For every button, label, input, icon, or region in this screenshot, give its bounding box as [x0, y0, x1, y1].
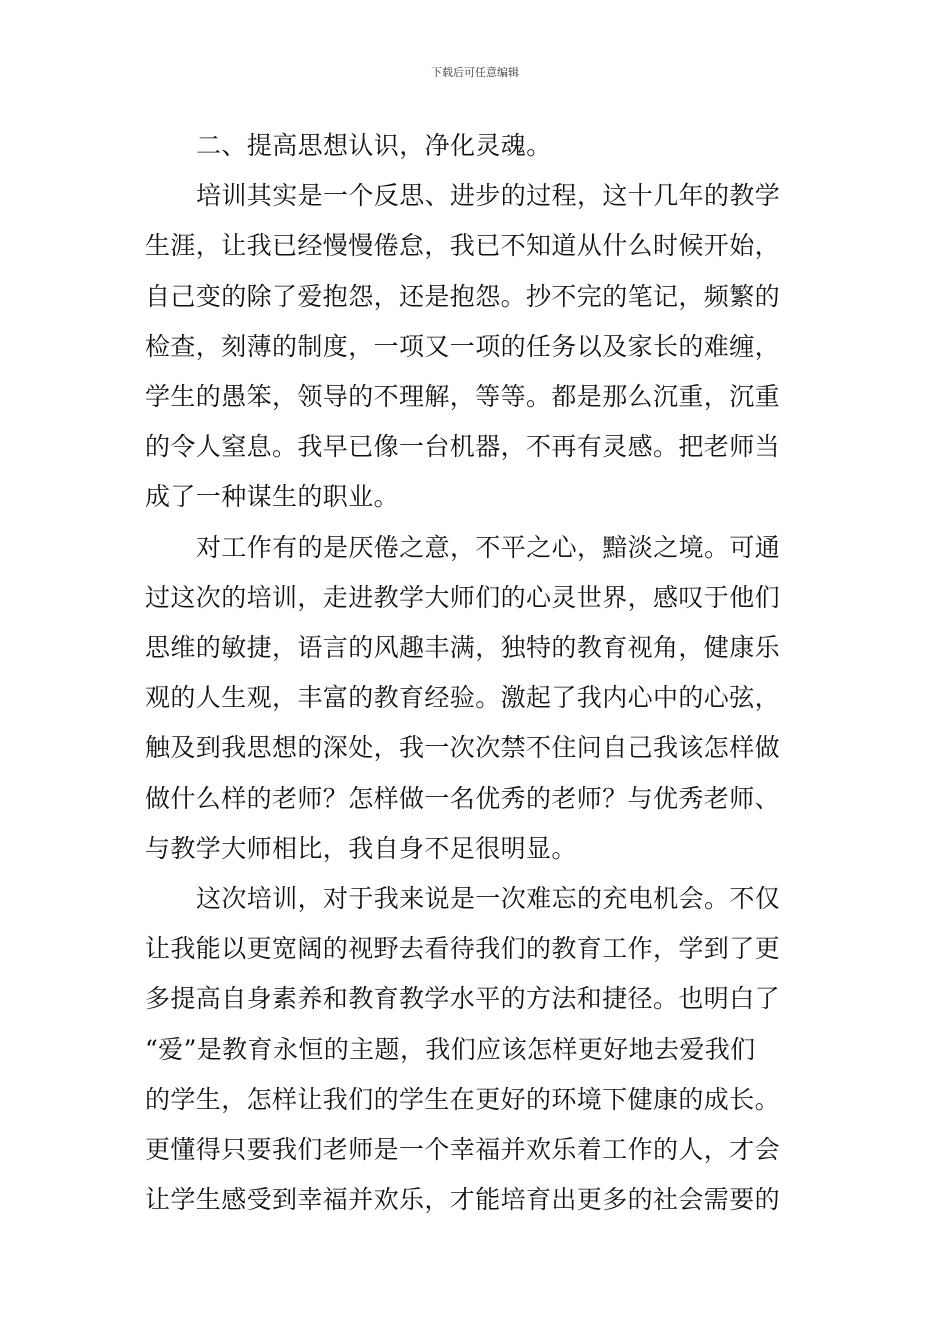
- paragraph-line: 生涯，让我已经慢慢倦怠，我已不知道从什么时候开始，: [145, 231, 781, 261]
- paragraph-line: 培训其实是一个反思、进步的过程，这十几年的教学: [196, 181, 781, 211]
- paragraph-line: 的学生，怎样让我们的学生在更好的环境下健康的成长。: [145, 1084, 781, 1114]
- paragraph-line: 过这次的培训，走进教学大师们的心灵世界，感叹于他们: [145, 582, 781, 612]
- section-heading: 二、提高思想认识，净化灵魂。: [196, 131, 552, 160]
- paragraph-line: 的令人窒息。我早已像一台机器，不再有灵感。把老师当: [145, 432, 781, 462]
- paragraph-line: 让我能以更宽阔的视野去看待我们的教育工作，学到了更: [145, 934, 781, 964]
- paragraph-line: 学生的愚笨，领导的不理解，等等。都是那么沉重，沉重: [145, 382, 781, 411]
- paragraph-line: 思维的敏捷，语言的风趣丰满，独特的教育视角，健康乐: [145, 633, 781, 662]
- paragraph-line: 观的人生观，丰富的教育经验。激起了我内心中的心弦，: [145, 683, 781, 713]
- paragraph-line: 多提高自身素养和教育教学水平的方法和捷径。也明白了: [145, 984, 781, 1014]
- paragraph-line: 与教学大师相比，我自身不足很明显。: [145, 833, 577, 863]
- paragraph-line: 检查，刻薄的制度，一项又一项的任务以及家长的难缠，: [145, 331, 781, 361]
- paragraph-line: 更懂得只要我们老师是一个幸福并欢乐着工作的人，才会: [145, 1135, 781, 1164]
- paragraph-line: 对工作有的是厌倦之意，不平之心，黯淡之境。可通: [196, 532, 781, 562]
- paragraph-line: 自己变的除了爱抱怨，还是抱怨。抄不完的笔记，频繁的: [145, 281, 781, 311]
- paragraph-line: 这次培训，对于我来说是一次难忘的充电机会。不仅: [196, 884, 781, 913]
- paragraph-line: 触及到我思想的深处，我一次次禁不住问自己我该怎样做: [145, 733, 781, 763]
- paragraph-line: 成了一种谋生的职业。: [145, 482, 400, 512]
- paragraph-line: “爱”是教育永恒的主题，我们应该怎样更好地去爱我们: [145, 1034, 756, 1064]
- paragraph-line: 让学生感受到幸福并欢乐，才能培育出更多的社会需要的: [145, 1185, 781, 1215]
- paragraph-line: 做什么样的老师？怎样做一名优秀的老师？与优秀老师、: [145, 783, 781, 813]
- header-note: 下载后可任意编辑: [431, 66, 519, 79]
